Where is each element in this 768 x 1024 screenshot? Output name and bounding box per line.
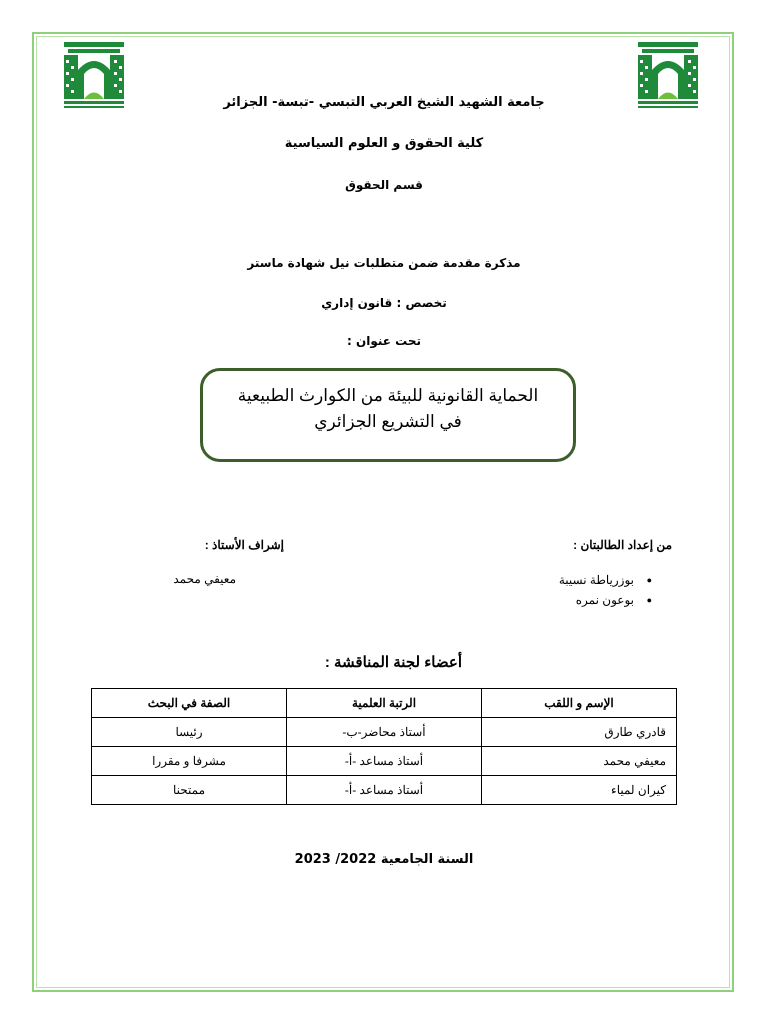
committee-table (91, 688, 677, 805)
member-role: مشرفا و مقررا (92, 747, 287, 776)
committee-heading: أعضاء لجنة المناقشة : (324, 654, 462, 671)
member-rank: أستاذ محاضر-ب- (287, 718, 482, 747)
member-name: قادري طارق (482, 718, 677, 747)
supervisor-name: معيفي محمد (173, 572, 236, 586)
students-list (559, 570, 652, 610)
thesis-title-line-2: في التشريع الجزائري (314, 412, 462, 431)
member-role: رئيسا (92, 718, 287, 747)
member-rank: أستاذ مساعد -أ- (287, 747, 482, 776)
student-name: ● بوعون نمره (559, 590, 652, 610)
member-role: ممتحنا (92, 776, 287, 805)
department-name: قسم الحقوق (345, 178, 423, 192)
column-header: الصفة في البحث (92, 689, 287, 718)
table-row (92, 718, 677, 747)
member-rank: أستاذ مساعد -أ- (287, 776, 482, 805)
column-header: الإسم و اللقب (482, 689, 677, 718)
student-name: ● بوزرياطة نسيبة (559, 570, 652, 590)
member-name: كيران لمياء (482, 776, 677, 805)
thesis-title-box (200, 368, 576, 462)
column-header: الرتبة العلمية (287, 689, 482, 718)
academic-year: السنة الجامعية 2022/ 2023 (294, 852, 474, 867)
under-title-label: تحت عنوان : (347, 334, 421, 348)
university-name: جامعة الشهيد الشيخ العربي التبسي -تبسة- الجزائر (223, 95, 545, 110)
specialty-line: تخصص : قانون إداري (321, 296, 447, 310)
supervisor-label: إشراف الأستاذ : (204, 538, 284, 552)
students-label: من إعداد الطالبتان : (573, 538, 672, 552)
member-name: معيفي محمد (482, 747, 677, 776)
table-row (92, 747, 677, 776)
table-row (92, 776, 677, 805)
faculty-name: كلية الحقوق و العلوم السياسية (284, 136, 484, 151)
table-header-row (92, 689, 677, 718)
thesis-title-line-1: الحماية القانونية للبيئة من الكوارث الطبيعية (237, 386, 539, 405)
memo-line: مذكرة مقدمة ضمن متطلبات نيل شهادة ماستر (247, 256, 521, 270)
